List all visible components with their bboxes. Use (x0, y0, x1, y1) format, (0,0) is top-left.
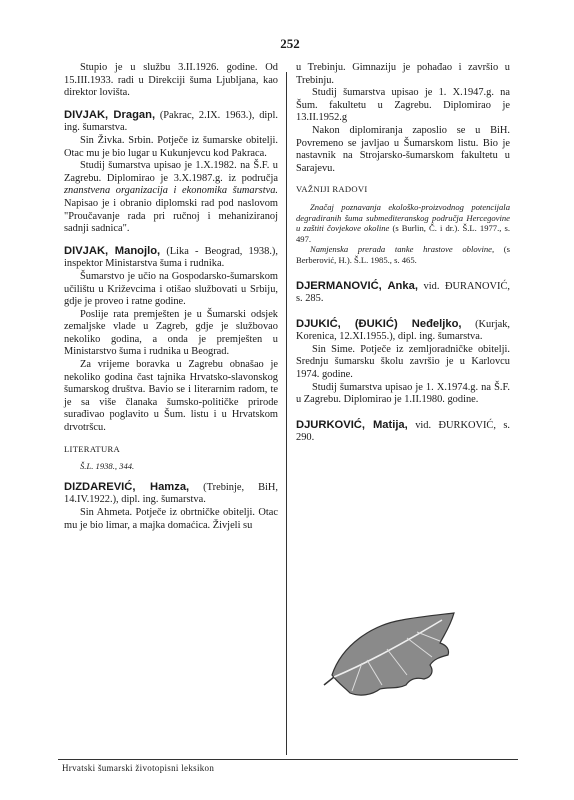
entry-divjak-dragan (64, 109, 278, 236)
work-item (296, 202, 510, 244)
entry-ref: vid. ĐURANOVIĆ, s. 285. (296, 280, 510, 305)
entry-meta: (Pakrac, 2.IX. 1963.), dipl. ing. šumarstva. (64, 109, 278, 134)
paragraph: Šumarstvo je učio na Gospodarsko-šumarskom učilištu u Križevcima i otišao službovati u Srbiju, gdje je proveo i ratne godine. (64, 270, 278, 308)
entry-name: DIVJAK, Dragan, (64, 108, 156, 121)
entry-meta: (Trebinje, BiH, 14.IV.1922.), dipl. ing. šumarstva. (64, 481, 278, 506)
works-label: VAŽNIJI RADOVI (296, 184, 368, 195)
entry-continuation (64, 62, 278, 100)
paragraph: Studij šumarstva upisao je 1. X.1974.g. na Š.F. u Zagrebu. Diplomirao je 1.II.1980. godine. (296, 381, 510, 406)
paragraph: Poslije rata premješten je u Šumarski odsjek zemaljske vlade u Zagreb, gdje je službovao nekoliko godina, a onda je premješten u Ministarstvo šuma i rudnika u Beograd. (64, 308, 278, 358)
right-column (296, 62, 510, 445)
entry-name: DJURKOVIĆ, Matija, (296, 418, 408, 431)
entry-dizdarevic (64, 481, 278, 532)
leaf-illustration-icon (322, 605, 462, 705)
entry-heading (296, 419, 510, 445)
entry-heading (296, 318, 510, 344)
works-list (296, 202, 510, 266)
text-italic: Š.L. 1938., 344. (80, 461, 135, 472)
paragraph: Sin Sime. Potječe iz zemljoradničke obitelji. Srednju šumarsku školu završio je u Karlovcu 1974. godine. (296, 343, 510, 381)
text: Studij šumarstva upisao je 1.X.1982. na Š.F. u Zagrebu. Diplomirao je 3.X.1987.g. iz područja (64, 160, 278, 184)
work-item (296, 244, 510, 265)
entry-meta: (Lika - Beograd, 1938.), inspektor Ministarstva šuma i rudnika. (64, 245, 278, 270)
text: (s Burlin, Č. i dr.). Š.L. 1977., s. 497. (296, 223, 510, 244)
text: (s Berberović, H.). Š.L. 1985., s. 465. (296, 244, 510, 265)
paragraph: Za vrijeme boravka u Zagrebu obnašao je nekoliko godina čast tajnika Hrvatsko-slavonskog šumarskog društva. Bavio se i literarnim radom, te je sa više članaka šumsko-političke prirode surađivao poglavito u Šum. listu i u Hrvatskom drvotršcu. (64, 359, 278, 434)
entry-heading (64, 481, 278, 507)
paragraph: u Trebinju. Gimnaziju je pohađao i završio u Trebinju. (296, 62, 510, 86)
paragraph: Studij šumarstva upisao je 1. X.1947.g. na Šum. fakultetu u Zagrebu. Diplomirao je 13.II.1952.g (296, 87, 510, 124)
left-column (64, 62, 278, 532)
text: Napisao je i obranio diplomski rad pod naslovom "Proučavanje rada pri ručnoj i mehaniziranoj sadnji sadnica". (64, 197, 278, 235)
entry-djukic (296, 318, 510, 407)
entry-name: DJERMANOVIĆ, Anka, (296, 279, 418, 292)
paragraph (64, 160, 278, 236)
paragraph: Sin Ahmeta. Potječe iz obrtničke obitelji. Otac mu je bio limar, a majka domaćica. Živjeli su (64, 507, 278, 531)
entry-name: DJUKIĆ, (ĐUKIĆ) Neđeljko, (296, 317, 462, 330)
entry-divjak-manojlo (64, 245, 278, 472)
footer-title: Hrvatski šumarski životopisni leksikon (62, 763, 215, 773)
text-italic: Značaj poznavanja ekološko-proizvodnog potencijala degradiranih šuma submediteranskog područja Hercegovine u zaštiti čovjekove okoline (296, 201, 510, 234)
text-italic: Namjenska prerada tanke hrastove oblovine, (310, 244, 495, 255)
entry-djurkovic (296, 419, 510, 445)
entry-dizdarevic-continued (296, 62, 510, 266)
entry-heading (64, 109, 278, 135)
entry-heading (296, 280, 510, 306)
entry-ref: vid. ĐURKOVIĆ, s. 290. (296, 419, 511, 444)
literature-label: LITERATURA (64, 443, 120, 454)
footer-divider (58, 759, 518, 760)
paragraph: Nakon diplomiranja zaposlio se u BiH. Povremeno se javljao u Šumarskom listu. Bio je nastavnik na Strojarsko-šumarskom fakultetu u Sarajevu. (296, 124, 510, 174)
paragraph: Sin Živka. Srbin. Potječe iz šumarske obitelji. Otac mu je bio lugar u Kukunjevcu kod Pakraca. (64, 134, 278, 159)
page-number: 252 (280, 36, 300, 51)
entry-meta: (Kurjak, Korenica, 12.XI.1955.), dipl. ing. šumarstva. (296, 318, 510, 343)
entry-heading (64, 245, 278, 271)
entry-name: DIVJAK, Manojlo, (64, 244, 161, 257)
text-italic: znanstvena organizacija i ekonomika šumarstva. (64, 185, 278, 197)
entry-djermanovic (296, 280, 510, 306)
column-divider (286, 72, 287, 755)
entry-name: DIZDAREVIĆ, Hamza, (64, 480, 190, 493)
literature-reference (64, 461, 278, 472)
paragraph: Stupio je u službu 3.II.1926. godine. Od 15.III.1933. radi u Direkciji šuma Ljubljana, kao direktor lovišta. (64, 62, 278, 99)
